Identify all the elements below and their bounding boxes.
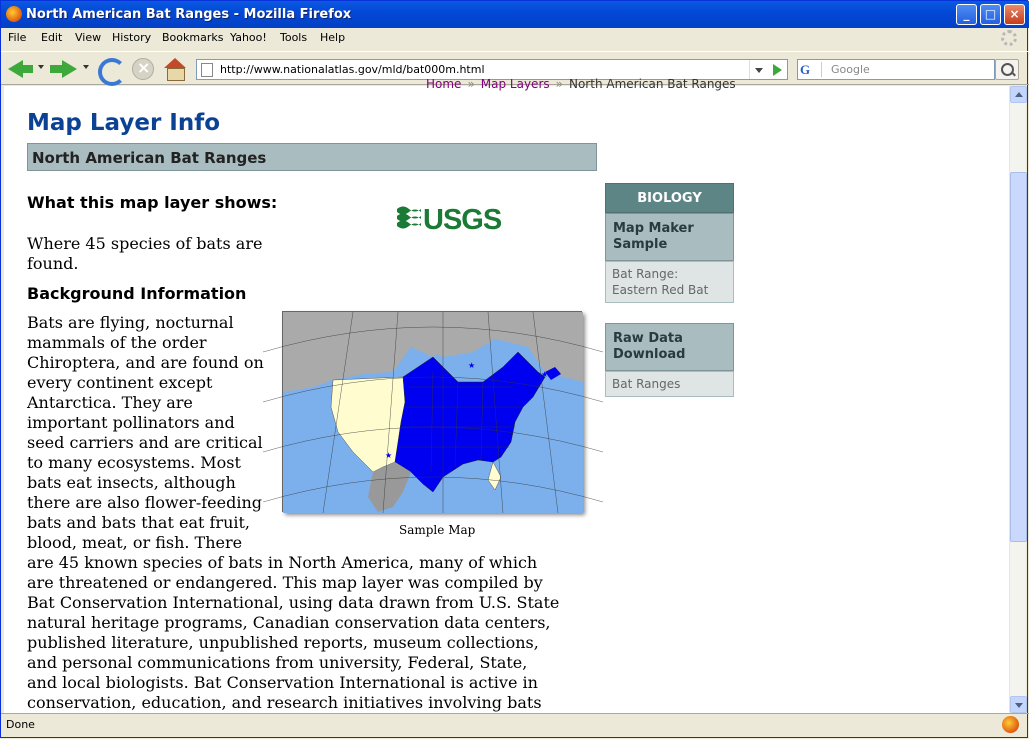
home-button[interactable] [163, 56, 189, 82]
scroll-up-icon[interactable] [1010, 86, 1027, 103]
reload-button[interactable] [97, 56, 121, 82]
background-line: published literature, unpublished reports, museum collections, [27, 633, 539, 652]
breadcrumb-current: North American Bat Ranges [568, 77, 736, 91]
background-line: are 45 known species of bats in North America, many of which [27, 553, 538, 572]
sidebar-category: BIOLOGY [605, 183, 734, 213]
close-button[interactable]: × [1004, 4, 1025, 25]
search-engine-icon[interactable]: G [800, 62, 822, 77]
search-icon[interactable] [995, 59, 1019, 80]
sidebar-link-eastern-red-bat[interactable] [605, 261, 734, 303]
status-bar [1, 713, 1029, 739]
background-line: bats eat insects, although [27, 473, 236, 492]
background-line: to many ecosystems. Most [27, 453, 241, 472]
sample-map-graphic [283, 312, 583, 513]
breadcrumb-map-layers[interactable]: Map Layers [480, 77, 550, 91]
background-line: important pollinators and [27, 413, 235, 432]
svg-text:★: ★ [385, 451, 393, 460]
stop-button[interactable] [131, 56, 155, 82]
minimize-button[interactable]: _ [956, 4, 977, 25]
layer-title: North American Bat Ranges [27, 143, 597, 171]
background-heading: Background Information [27, 284, 247, 303]
background-line: and local biologists. Bat Conservation International is active in [27, 673, 538, 692]
what-line: found. [27, 254, 79, 273]
background-line: there are also flower-feeding [27, 493, 263, 512]
firefox-status-icon [1002, 716, 1019, 733]
go-icon[interactable] [767, 60, 787, 79]
breadcrumb-separator: » [555, 77, 563, 91]
background-line: natural heritage programs, Canadian conservation data centers, [27, 613, 551, 632]
background-line: Bat Conservation International, using data drawn from U.S. State [27, 593, 560, 612]
back-button[interactable] [5, 56, 39, 82]
page-icon [201, 63, 213, 77]
title-bar [1, 1, 1029, 28]
url-text[interactable]: http://www.nationalatlas.gov/mld/bat000m.html [220, 63, 485, 76]
sidebar-link-bat-ranges[interactable] [605, 371, 734, 397]
background-line: mammals of the order [27, 333, 207, 352]
firefox-icon [6, 6, 22, 22]
menu-file[interactable]: File [8, 31, 27, 44]
url-dropdown-icon[interactable] [749, 60, 767, 79]
breadcrumb-home[interactable]: Home [426, 77, 462, 91]
sidebar-item-label: Download [613, 347, 686, 362]
menu-bookmarks[interactable]: Bookmarks [162, 31, 224, 44]
menu-history[interactable]: History [112, 31, 152, 44]
menu-yahoo[interactable]: Yahoo! [230, 31, 267, 44]
background-line: and personal communications from university, Federal, State, [27, 653, 528, 672]
background-line: Chiroptera, and are found on [27, 353, 264, 372]
page-title: Map Layer Info [27, 110, 221, 136]
sidebar-link-label: Eastern Red Bat [612, 283, 709, 297]
scroll-down-icon[interactable] [1010, 696, 1027, 713]
sidebar-item-map-maker[interactable] [605, 213, 734, 261]
search-input[interactable]: Google [831, 63, 870, 76]
forward-history-dropdown-icon[interactable] [83, 65, 89, 69]
sidebar-item-label: Raw Data [613, 331, 683, 346]
menu-edit[interactable]: Edit [41, 31, 63, 44]
background-line: conservation, education, and research initiatives involving bats [27, 693, 542, 712]
background-line: Antarctica. They are [27, 393, 193, 412]
background-line: seed carriers and are critical [27, 433, 263, 452]
sidebar-link-label: Bat Range: [612, 267, 679, 281]
background-line: blood, meat, or fish. There [27, 533, 243, 552]
status-text: Done [6, 718, 35, 731]
menu-help[interactable]: Help [320, 31, 346, 44]
svg-text:★: ★ [541, 370, 549, 379]
usgs-logo-text: USGS [423, 204, 502, 236]
svg-text:★: ★ [468, 361, 476, 370]
menu-tools[interactable]: Tools [280, 31, 308, 44]
sidebar-link-label: Bat Ranges [612, 377, 681, 391]
background-line: every continent except [27, 373, 213, 392]
menu-view[interactable]: View [75, 31, 102, 44]
usgs-logo [397, 202, 501, 234]
what-heading: What this map layer shows: [27, 193, 278, 212]
breadcrumb [426, 77, 736, 91]
menu-bar [1, 28, 1029, 48]
sidebar-item-label: Map Maker [613, 221, 694, 236]
search-box[interactable] [797, 59, 995, 80]
background-line: Bats are flying, nocturnal [27, 313, 234, 332]
sidebar-item-label: Sample [613, 237, 668, 252]
breadcrumb-separator: » [467, 77, 475, 91]
sidebar-item-raw-data[interactable] [605, 323, 734, 371]
sample-map-image[interactable] [282, 311, 582, 512]
vertical-scrollbar[interactable] [1009, 86, 1026, 713]
forward-button[interactable] [47, 56, 81, 82]
scroll-thumb[interactable] [1010, 172, 1027, 542]
what-line: Where 45 species of bats are [27, 234, 263, 253]
window-title: North American Bat Ranges - Mozilla Firefox [26, 7, 352, 22]
background-line: are threatened or endangered. This map layer was compiled by [27, 573, 543, 592]
maximize-button[interactable]: □ [980, 4, 1001, 25]
map-caption: Sample Map [399, 523, 476, 537]
back-history-dropdown-icon[interactable] [38, 65, 44, 69]
background-line: bats and bats that eat fruit, [27, 513, 251, 532]
throbber-icon [1001, 30, 1017, 46]
page-viewport [4, 77, 1009, 713]
